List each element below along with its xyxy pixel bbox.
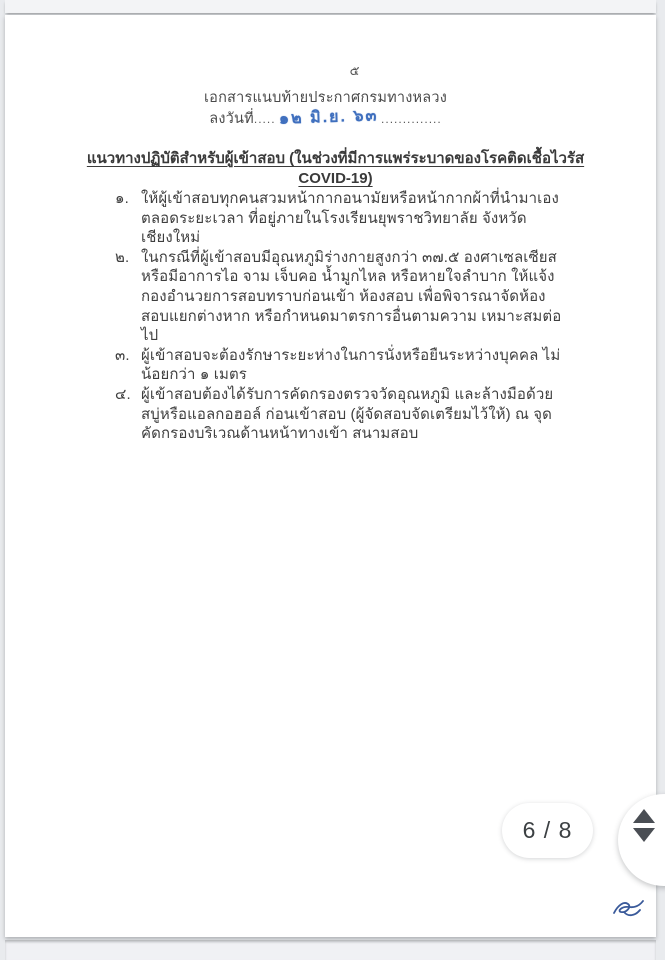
document-header (5, 89, 656, 129)
item-number: ๓. (115, 346, 130, 364)
previous-page-edge (5, 0, 656, 13)
date-dots-before: ..... (253, 112, 276, 126)
page-indicator (502, 803, 593, 858)
header-line: เอกสารแนบท้ายประกาศกรมทางหลวง (204, 90, 447, 106)
next-page-edge (5, 940, 656, 960)
list-item (115, 385, 570, 444)
item-number: ๑. (115, 190, 129, 207)
item-text: ผู้เข้าสอบจะต้องรักษาระยะห่างในการนั่งหรือยืนระหว่างบุคคล ไม่น้อยกว่า ๑ เมตร (141, 346, 561, 384)
list-item (115, 248, 570, 346)
document-page (5, 15, 656, 937)
handwritten-date: ๑๒ มิ.ย. ๖๓ (278, 107, 379, 128)
list-item (115, 189, 570, 248)
date-line (5, 109, 646, 129)
page-indicator-label: 6 / 8 (522, 817, 573, 843)
scroll-up-icon[interactable] (633, 809, 655, 823)
guideline-list (115, 189, 570, 444)
date-label: ลงวันที่ (209, 111, 254, 127)
item-text: ในกรณีที่ผู้เข้าสอบมีอุณหภูมิร่างกายสูงกว่า ๓๗.๕ องศาเซลเซียส หรือมีอาการไอ จาม เจ็บคอ น้ำมูกไหล หรือหายใจลำบาก ให้แจ้งกองอำนวยการสอบทราบก่อนเข้า ห้องสอบ เพื่อพิจารณาจัดห้องสอบแยกต่างหาก หรือกำหนดมาตรการอื่นตามความ เหมาะสมต่อไป (141, 248, 562, 345)
item-number: ๔. (115, 385, 131, 403)
item-text: ผู้เข้าสอบต้องได้รับการคัดกรองตรวจวัดอุณหภูมิ และล้างมือด้วยสบู่หรือแอลกอฮอล์ ก่อนเข้าสอบ (ผู้จัดสอบจัดเตรียมไว้ให้) ณ จุดคัดกรองบริเวณด้านหน้าทางเข้า สนามสอบ (141, 385, 554, 443)
signature-mark (610, 897, 646, 925)
item-text: ให้ผู้เข้าสอบทุกคนสวมหน้ากากอนามัยหรือหน้ากากผ้าที่นำมาเองตลอดระยะเวลา ที่อยู่ภายในโรงเรียนยุพราชวิทยาลัย จังหวัดเชียงใหม่ (141, 190, 559, 247)
date-dots-after: .............. (381, 112, 442, 126)
list-item (115, 346, 570, 385)
scroll-down-icon[interactable] (633, 828, 655, 842)
item-number: ๒. (115, 248, 130, 266)
page-number-thai: ๕ (349, 63, 360, 78)
document-title: แนวทางปฏิบัติสำหรับผู้เข้าสอบ (ในช่วงที่มีการแพร่ระบาดของโรคติดเชื้อไวรัส COVID-19) (86, 150, 585, 187)
